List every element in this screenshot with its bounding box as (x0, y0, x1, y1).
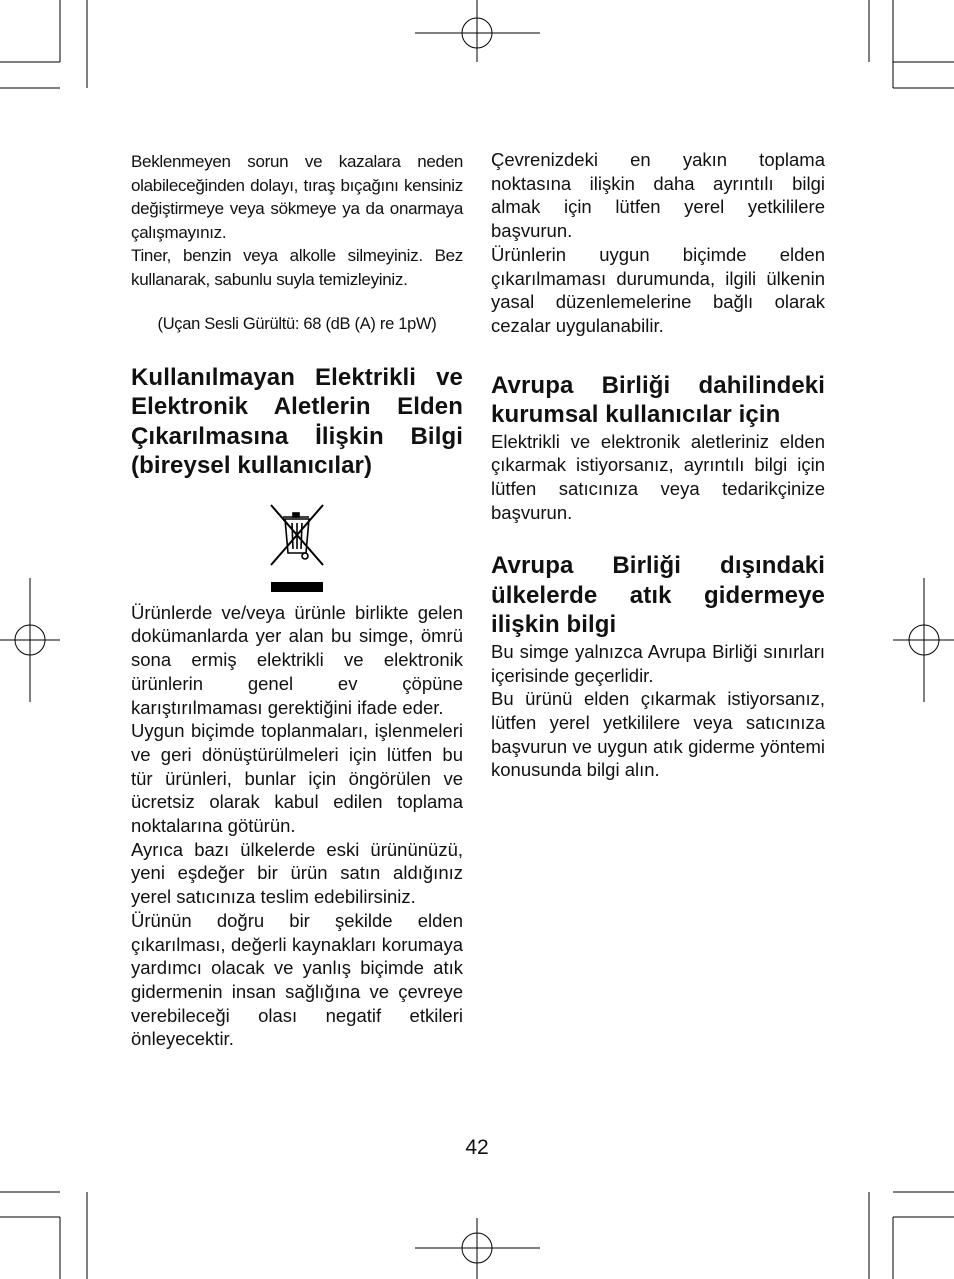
noise-note: (Uçan Sesli Gürültü: 68 (dB (A) re 1pW) (157, 315, 437, 333)
warning-block (131, 150, 463, 291)
body-paragraph: Elektrikli ve elektronik aletleriniz elden çıkarmak istiyorsanız, ayrıntılı bilgi için lütfen satıcınıza veya tedarikçinize başvurun. (491, 430, 825, 523)
body-paragraph: Ürünlerin uygun biçimde elden çıkarılmaması durumunda, ilgili ülkenin yasal düzenlemelerine bağlı olarak cezalar uygulanabilir. (491, 243, 825, 336)
body-paragraph: Ayrıca bazı ülkelerde eski ürününüzü, yeni eşdeğer bir ürün satın aldığınız yerel satıcınıza teslim edebilirsiniz. (131, 838, 463, 908)
warning-paragraph: Tiner, benzin veya alkolle silmeyiniz. Bez kullanarak, sabunlu suyla temizleyiniz. (131, 246, 463, 289)
business-users-heading: Avrupa Birliği dahilindeki kurumsal kullanıcılar için (491, 371, 825, 429)
body-paragraph: Bu simge yalnızca Avrupa Birliği sınırları içerisinde geçerlidir. (491, 640, 825, 686)
body-paragraph: Ürünlerde ve/veya ürünle birlikte gelen dokümanlarda yer alan bu simge, ömrü sona ermiş elektrikli ve elektronik ürünlerin genel ev çöpüne karıştırılmaması gerektiğini ifade eder. (131, 601, 463, 718)
body-paragraph: Bu ürünü elden çıkarmak istiyorsanız, lütfen yerel yetkililere veya satıcınıza başvurun ve uygun atık giderme yöntemi konusunda bilgi alın. (491, 688, 825, 781)
outside-eu-heading: Avrupa Birliği dışındaki ülkelerde atık gidermeye ilişkin bilgi (491, 552, 825, 639)
left-column (131, 150, 463, 1051)
page-number: 42 (465, 1136, 489, 1159)
body-paragraph: Çevrenizdeki en yakın toplama noktasına ilişkin daha ayrıntılı bilgi almak için lütfen yerel yetkililere başvurun. (491, 149, 825, 242)
body-paragraph: Ürünün doğru bir şekilde elden çıkarılması, değerli kaynakları korumaya yardımcı olacak ve yanlış biçimde atık gidermenin insan sağlığına ve çevreye verebileceği olası negatif etkileri önleyecektir. (131, 909, 463, 1050)
crossed-out-wheeled-bin-icon (265, 501, 329, 593)
body-paragraph: Uygun biçimde toplanmaları, işlenmeleri ve geri dönüştürülmeleri için lütfen bu tür ürünleri, bunlar için öngörülen ve ücretsiz olarak kabul edilen toplama noktalarına götürün. (131, 720, 463, 837)
right-column (491, 148, 825, 782)
warning-paragraph: Beklenmeyen sorun ve kazalara neden olabileceğinden dolayı, tıraş bıçağını kensiniz değiştirmeye veya sökmeye ya da onarmaya çalışmayınız. (131, 152, 463, 242)
weee-heading: Kullanılmayan Elektrikli ve Elektronik Aletlerin Elden Çıkarılmasına İlişkin Bilgi (bireysel kullanıcılar) (131, 363, 463, 480)
